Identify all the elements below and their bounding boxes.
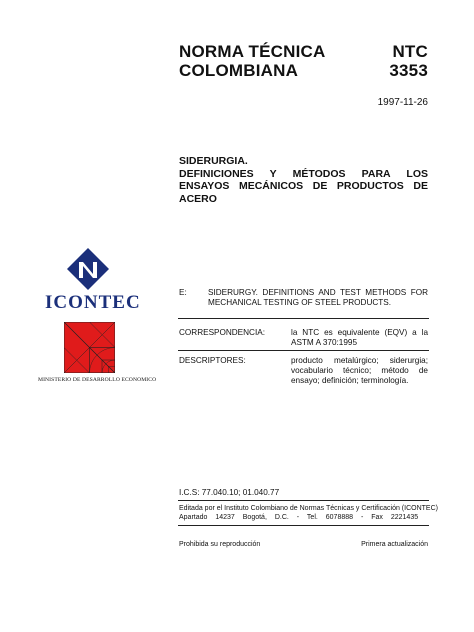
divider	[178, 350, 429, 351]
standard-title-line2: COLOMBIANA	[179, 61, 299, 80]
ministry-emblem-icon	[64, 322, 115, 373]
divider	[178, 525, 429, 526]
descriptores-text: producto metalúrgico; siderurgia; vocabulario técnico; método de ensayo; definición; terminología.	[291, 356, 428, 385]
standard-code-label: NTC	[392, 42, 428, 61]
icontec-logo-text: ICONTEC	[45, 292, 141, 313]
ministry-label: MINISTERIO DE DESARROLLO ECONOMICO	[38, 377, 157, 383]
descriptores-label: DESCRIPTORES:	[179, 356, 246, 365]
publisher-line2: Apartado 14237 Bogotá, D.C. - Tel. 6078888 - Fax 2221435	[179, 514, 419, 521]
subject-line2: DEFINICIONES Y MÉTODOS PARA LOS ENSAYOS MECÁNICOS DE PRODUCTOS DE ACERO	[179, 167, 428, 205]
subject-title	[179, 155, 428, 205]
reproduction-notice: Prohibida su reproducción	[179, 541, 261, 548]
subject-line1: SIDERURGIA.	[179, 155, 248, 167]
standard-title-line1: NORMA TÉCNICA	[179, 42, 326, 61]
correspondencia-label: CORRESPONDENCIA:	[179, 328, 265, 337]
english-label: E:	[179, 288, 187, 297]
ics-codes: I.C.S: 77.040.10; 01.040.77	[179, 488, 280, 497]
publisher-info	[179, 504, 438, 522]
publication-date: 1997-11-26	[377, 97, 428, 108]
divider	[178, 500, 429, 501]
english-title: SIDERURGY. DEFINITIONS AND TEST METHODS FOR MECHANICAL TESTING OF STEEL PRODUCTS.	[208, 288, 428, 307]
icontec-emblem-icon	[60, 248, 116, 290]
standard-code-number: 3353	[389, 61, 428, 80]
divider	[178, 318, 429, 319]
correspondencia-text: la NTC es equivalente (EQV) a la ASTM A 370:1995	[291, 328, 428, 347]
update-notice: Primera actualización	[361, 541, 428, 548]
publisher-line1: Editada por el Instituto Colombiano de Normas Técnicas y Certificación (ICONTEC)	[179, 505, 438, 512]
